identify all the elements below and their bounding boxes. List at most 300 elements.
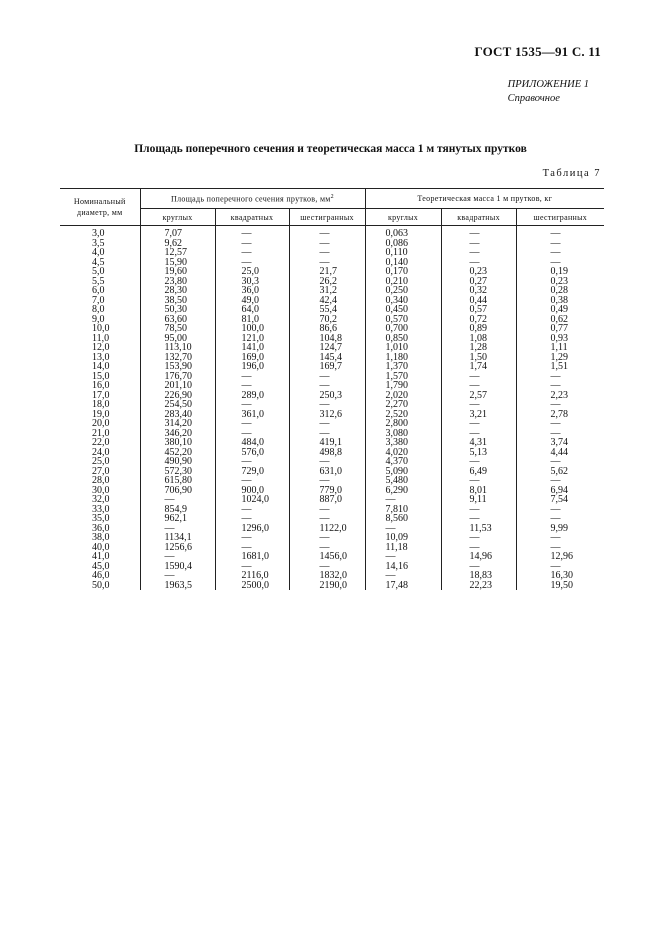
cell-area-square: 289,0 xyxy=(215,391,289,401)
cell-mass-hex: 0,93 xyxy=(516,334,604,344)
cell-diameter: 11,0 xyxy=(92,332,110,344)
cell-mass-square: — xyxy=(441,258,516,268)
cell-mass-square: 0,32 xyxy=(441,286,516,296)
cell-mass-round: 1,570 xyxy=(365,372,441,382)
cell-mass-square: — xyxy=(441,381,516,391)
cell-area-square: 900,0 xyxy=(215,486,289,496)
cell-mass-hex: — xyxy=(516,457,604,467)
cell-area-round: 226,90 xyxy=(140,391,215,401)
cell-area-square: — xyxy=(215,258,289,268)
cell-diameter: 3,5 xyxy=(92,237,105,249)
cell-area-round: — xyxy=(140,495,215,505)
cell-mass-round: 8,560 xyxy=(365,514,441,524)
cell-diameter: 33,0 xyxy=(92,503,110,515)
cell-area-round: 854,9 xyxy=(140,505,215,515)
cell-area-hex: 779,0 xyxy=(289,486,365,496)
data-table xyxy=(60,188,604,590)
table-row xyxy=(60,495,604,505)
cell-mass-square: 9,11 xyxy=(441,495,516,505)
cell-mass-hex: — xyxy=(516,505,604,515)
cell-mass-hex: 5,62 xyxy=(516,467,604,477)
cell-area-round: 1134,1 xyxy=(140,533,215,543)
cell-mass-hex: 0,49 xyxy=(516,305,604,315)
cell-mass-round: 2,800 xyxy=(365,419,441,429)
cell-area-square: — xyxy=(215,248,289,258)
cell-diameter: 8,0 xyxy=(92,304,105,315)
cell-area-round: 962,1 xyxy=(140,514,215,524)
cell-diameter: 30,0 xyxy=(92,484,110,496)
cell-mass-hex: 9,99 xyxy=(516,524,604,534)
cell-mass-round: 10,09 xyxy=(365,533,441,543)
cell-area-square: — xyxy=(215,372,289,382)
cell-area-round: 452,20 xyxy=(140,448,215,458)
cell-area-square: — xyxy=(215,476,289,486)
cell-area-square: 169,0 xyxy=(215,353,289,363)
cell-mass-square: 1,50 xyxy=(441,353,516,363)
cell-area-square: 64,0 xyxy=(215,305,289,315)
cell-mass-square: 18,83 xyxy=(441,571,516,581)
cell-mass-square: — xyxy=(441,533,516,543)
cell-diameter: 46,0 xyxy=(92,570,110,581)
cell-mass-round: 1,370 xyxy=(365,362,441,372)
cell-diameter: 7,0 xyxy=(92,294,105,306)
cell-area-hex: 26,2 xyxy=(289,277,365,287)
cell-area-round: 346,20 xyxy=(140,429,215,439)
cell-area-hex: 42,4 xyxy=(289,296,365,306)
cell-diameter: 13,0 xyxy=(92,351,110,363)
cell-mass-round: 11,18 xyxy=(365,543,441,553)
cell-diameter: 24,0 xyxy=(92,446,110,458)
cell-area-hex: 1456,0 xyxy=(289,552,365,562)
cell-area-hex: 104,8 xyxy=(289,334,365,344)
table-row xyxy=(60,533,604,543)
cell-diameter: 14,0 xyxy=(92,361,110,372)
cell-area-hex: — xyxy=(289,429,365,439)
cell-diameter: 4,0 xyxy=(92,247,105,258)
header-area-group xyxy=(140,189,365,209)
table-row xyxy=(60,410,604,420)
cell-area-hex: — xyxy=(289,258,365,268)
cell-mass-round: 3,380 xyxy=(365,438,441,448)
cell-area-round: 50,30 xyxy=(140,305,215,315)
cell-diameter: 6,0 xyxy=(92,285,105,296)
cell-mass-square: — xyxy=(441,372,516,382)
cell-diameter: 36,0 xyxy=(92,522,110,534)
header-area-round: круглых xyxy=(140,209,215,226)
cell-mass-round: 0,340 xyxy=(365,296,441,306)
cell-area-square: 121,0 xyxy=(215,334,289,344)
cell-diameter: 35,0 xyxy=(92,513,110,524)
header-diameter-line2: диаметр, мм xyxy=(76,208,123,217)
cell-area-square: 36,0 xyxy=(215,286,289,296)
cell-mass-hex: 0,28 xyxy=(516,286,604,296)
cell-area-hex: — xyxy=(289,514,365,524)
table-row xyxy=(60,248,604,258)
cell-mass-round: 4,370 xyxy=(365,457,441,467)
cell-diameter: 25,0 xyxy=(92,456,110,467)
cell-area-hex: 1832,0 xyxy=(289,571,365,581)
cell-area-hex: — xyxy=(289,543,365,553)
cell-area-hex: — xyxy=(289,248,365,258)
cell-area-square: 1024,0 xyxy=(215,495,289,505)
cell-area-round: 615,80 xyxy=(140,476,215,486)
table-row xyxy=(60,505,604,515)
cell-area-square: — xyxy=(215,514,289,524)
cell-mass-square: — xyxy=(441,505,516,515)
cell-mass-round: 1,180 xyxy=(365,353,441,363)
cell-area-square: — xyxy=(215,562,289,572)
cell-area-round: 132,70 xyxy=(140,353,215,363)
cell-mass-square: 1,74 xyxy=(441,362,516,372)
table-row xyxy=(60,419,604,429)
cell-area-round: 153,90 xyxy=(140,362,215,372)
table-title: Площадь поперечного сечения и теоретическая масса 1 м тянутых прутков xyxy=(134,143,527,155)
cell-mass-square: 11,53 xyxy=(441,524,516,534)
cell-diameter: 50,0 xyxy=(92,579,110,591)
cell-area-round: 283,40 xyxy=(140,410,215,420)
cell-mass-square: 0,44 xyxy=(441,296,516,306)
cell-mass-square: 0,57 xyxy=(441,305,516,315)
cell-area-round: 113,10 xyxy=(140,343,215,353)
table-row xyxy=(60,524,604,534)
table-row xyxy=(60,226,604,239)
cell-mass-hex: — xyxy=(516,239,604,249)
cell-mass-round: 0,250 xyxy=(365,286,441,296)
cell-area-hex: — xyxy=(289,457,365,467)
header-mass-square: квадратных xyxy=(441,209,516,226)
cell-area-round: 38,50 xyxy=(140,296,215,306)
cell-area-square: 141,0 xyxy=(215,343,289,353)
cell-mass-round: 4,020 xyxy=(365,448,441,458)
cell-mass-round: 0,450 xyxy=(365,305,441,315)
cell-area-round: 572,30 xyxy=(140,467,215,477)
cell-mass-round: 5,090 xyxy=(365,467,441,477)
cell-area-hex: — xyxy=(289,381,365,391)
cell-mass-hex: — xyxy=(516,400,604,410)
cell-diameter: 45,0 xyxy=(92,560,110,572)
cell-mass-round: 0,140 xyxy=(365,258,441,268)
cell-area-hex: — xyxy=(289,505,365,515)
cell-mass-hex: 19,50 xyxy=(516,581,604,591)
cell-mass-square: — xyxy=(441,543,516,553)
cell-area-square: 25,0 xyxy=(215,267,289,277)
cell-mass-round: 0,700 xyxy=(365,324,441,334)
cell-area-hex: 31,2 xyxy=(289,286,365,296)
header-area-hex: шестигранных xyxy=(289,209,365,226)
cell-mass-square: — xyxy=(441,429,516,439)
cell-area-round: 12,57 xyxy=(140,248,215,258)
cell-mass-hex: — xyxy=(516,562,604,572)
cell-area-round: 176,70 xyxy=(140,372,215,382)
cell-diameter: 16,0 xyxy=(92,380,110,391)
cell-mass-round: 0,170 xyxy=(365,267,441,277)
appendix-type: Справочное xyxy=(507,93,560,104)
cell-diameter: 27,0 xyxy=(92,465,110,477)
cell-mass-square: 8,01 xyxy=(441,486,516,496)
cell-area-round: 78,50 xyxy=(140,324,215,334)
cell-area-round: 490,90 xyxy=(140,457,215,467)
cell-area-hex: 887,0 xyxy=(289,495,365,505)
cell-diameter: 32,0 xyxy=(92,494,110,505)
table-row xyxy=(60,391,604,401)
cell-area-square: 100,0 xyxy=(215,324,289,334)
cell-area-hex: — xyxy=(289,372,365,382)
cell-mass-hex: — xyxy=(516,381,604,391)
cell-diameter: 19,0 xyxy=(92,408,110,420)
cell-area-square: 1681,0 xyxy=(215,552,289,562)
cell-mass-hex: — xyxy=(516,429,604,439)
cell-area-round: 314,20 xyxy=(140,419,215,429)
header-mass-hex: шестигранных xyxy=(516,209,604,226)
cell-mass-square: — xyxy=(441,562,516,572)
cell-area-square: 2500,0 xyxy=(215,581,289,591)
cell-area-round: — xyxy=(140,524,215,534)
cell-area-square: 576,0 xyxy=(215,448,289,458)
cell-area-hex: 498,8 xyxy=(289,448,365,458)
cell-area-hex: 631,0 xyxy=(289,467,365,477)
cell-mass-square: — xyxy=(441,514,516,524)
cell-diameter: 17,0 xyxy=(92,389,110,401)
cell-area-hex: 250,3 xyxy=(289,391,365,401)
cell-mass-square: 6,49 xyxy=(441,467,516,477)
cell-area-round: 1590,4 xyxy=(140,562,215,572)
header-area-text: Площадь поперечного сечения прутков, мм xyxy=(171,194,331,204)
cell-diameter: 15,0 xyxy=(92,370,110,382)
cell-mass-round: 2,520 xyxy=(365,410,441,420)
cell-mass-round: 6,290 xyxy=(365,486,441,496)
cell-diameter: 21,0 xyxy=(92,427,110,439)
cell-area-round: 63,60 xyxy=(140,315,215,325)
cell-area-round: 9,62 xyxy=(140,239,215,249)
cell-mass-round: 2,020 xyxy=(365,391,441,401)
appendix-title: ПРИЛОЖЕНИЕ 1 xyxy=(507,79,589,90)
cell-area-hex: 312,6 xyxy=(289,410,365,420)
cell-mass-round: 0,570 xyxy=(365,315,441,325)
cell-mass-hex: — xyxy=(516,248,604,258)
cell-mass-hex: 1,51 xyxy=(516,362,604,372)
cell-mass-square: — xyxy=(441,226,516,239)
cell-mass-hex: — xyxy=(516,533,604,543)
cell-mass-hex: 3,74 xyxy=(516,438,604,448)
cell-area-round: 1963,5 xyxy=(140,581,215,591)
cell-diameter: 40,0 xyxy=(92,541,110,553)
table-row xyxy=(60,467,604,477)
cell-area-round: 380,10 xyxy=(140,438,215,448)
cell-mass-square: 1,08 xyxy=(441,334,516,344)
cell-area-square: — xyxy=(215,543,289,553)
cell-area-round: 23,80 xyxy=(140,277,215,287)
cell-mass-square: — xyxy=(441,239,516,249)
cell-area-square: 49,0 xyxy=(215,296,289,306)
cell-mass-square: 0,27 xyxy=(441,277,516,287)
cell-mass-round: 1,010 xyxy=(365,343,441,353)
cell-area-hex: 55,4 xyxy=(289,305,365,315)
header-mass-group: Теоретическая масса 1 м прутков, кг xyxy=(365,189,604,209)
cell-diameter: 38,0 xyxy=(92,532,110,543)
cell-mass-hex: 1,11 xyxy=(516,343,604,353)
cell-area-square: 729,0 xyxy=(215,467,289,477)
cell-mass-square: — xyxy=(441,248,516,258)
cell-area-hex: — xyxy=(289,562,365,572)
cell-area-round: 254,50 xyxy=(140,400,215,410)
cell-mass-hex: 16,30 xyxy=(516,571,604,581)
cell-diameter: 10,0 xyxy=(92,323,110,334)
cell-mass-round: — xyxy=(365,552,441,562)
cell-mass-hex: 7,54 xyxy=(516,495,604,505)
cell-diameter: 5,5 xyxy=(92,275,105,287)
cell-area-hex: 70,2 xyxy=(289,315,365,325)
cell-area-hex: — xyxy=(289,226,365,239)
cell-mass-round: 0,110 xyxy=(365,248,441,258)
appendix-label xyxy=(508,78,589,106)
cell-mass-square: 2,57 xyxy=(441,391,516,401)
table-row xyxy=(60,372,604,382)
cell-area-hex: 145,4 xyxy=(289,353,365,363)
cell-area-round: 1256,6 xyxy=(140,543,215,553)
cell-mass-hex: 0,23 xyxy=(516,277,604,287)
cell-mass-hex: 4,44 xyxy=(516,448,604,458)
header-diameter-line1: Номинальный xyxy=(73,197,126,206)
cell-mass-square: 0,72 xyxy=(441,315,516,325)
cell-area-square: — xyxy=(215,381,289,391)
cell-mass-hex: — xyxy=(516,226,604,239)
cell-mass-round: — xyxy=(365,571,441,581)
cell-diameter: 18,0 xyxy=(92,399,110,410)
cell-mass-square: 22,23 xyxy=(441,581,516,591)
cell-mass-square: — xyxy=(441,400,516,410)
cell-area-hex: — xyxy=(289,476,365,486)
cell-diameter: 4,5 xyxy=(92,256,105,268)
table-row xyxy=(60,362,604,372)
cell-mass-round: 5,480 xyxy=(365,476,441,486)
cell-mass-square: — xyxy=(441,476,516,486)
header-area-square: квадратных xyxy=(215,209,289,226)
cell-area-round: 15,90 xyxy=(140,258,215,268)
cell-mass-hex: 1,29 xyxy=(516,353,604,363)
cell-mass-hex: 6,94 xyxy=(516,486,604,496)
cell-area-square: 196,0 xyxy=(215,362,289,372)
cell-area-square: 361,0 xyxy=(215,410,289,420)
cell-mass-round: 0,210 xyxy=(365,277,441,287)
cell-area-square: — xyxy=(215,419,289,429)
cell-area-square: — xyxy=(215,533,289,543)
cell-area-square: — xyxy=(215,239,289,249)
cell-mass-hex: — xyxy=(516,476,604,486)
cell-mass-round: 14,16 xyxy=(365,562,441,572)
cell-area-hex: — xyxy=(289,533,365,543)
cell-diameter: 22,0 xyxy=(92,437,110,448)
cell-area-hex: 21,7 xyxy=(289,267,365,277)
cell-mass-hex: — xyxy=(516,543,604,553)
cell-area-square: 1296,0 xyxy=(215,524,289,534)
cell-area-square: 484,0 xyxy=(215,438,289,448)
cell-mass-round: 17,48 xyxy=(365,581,441,591)
cell-mass-round: 0,850 xyxy=(365,334,441,344)
table-body xyxy=(60,226,604,591)
cell-mass-round: 3,080 xyxy=(365,429,441,439)
cell-area-hex: — xyxy=(289,239,365,249)
cell-area-hex: — xyxy=(289,419,365,429)
cell-mass-round: 0,063 xyxy=(365,226,441,239)
cell-mass-hex: 0,77 xyxy=(516,324,604,334)
cell-area-square: — xyxy=(215,429,289,439)
cell-diameter: 41,0 xyxy=(92,551,110,562)
cell-area-square: — xyxy=(215,505,289,515)
cell-area-hex: 1122,0 xyxy=(289,524,365,534)
cell-area-round: 706,90 xyxy=(140,486,215,496)
cell-area-hex: 169,7 xyxy=(289,362,365,372)
cell-mass-square: 0,23 xyxy=(441,267,516,277)
cell-area-hex: 86,6 xyxy=(289,324,365,334)
cell-mass-square: 3,21 xyxy=(441,410,516,420)
cell-diameter: 3,0 xyxy=(92,228,105,239)
cell-diameter: 9,0 xyxy=(92,313,105,325)
cell-mass-square: 4,31 xyxy=(441,438,516,448)
cell-area-square: 2116,0 xyxy=(215,571,289,581)
cell-mass-hex: 12,96 xyxy=(516,552,604,562)
cell-area-round: 201,10 xyxy=(140,381,215,391)
cell-area-hex: 419,1 xyxy=(289,438,365,448)
cell-mass-square: 14,96 xyxy=(441,552,516,562)
cell-area-square: — xyxy=(215,457,289,467)
header-diameter xyxy=(60,189,140,226)
header-area-sup: 2 xyxy=(330,193,334,200)
header-mass-round: круглых xyxy=(365,209,441,226)
cell-diameter: 5,0 xyxy=(92,266,105,277)
cell-area-hex: — xyxy=(289,400,365,410)
cell-area-round: — xyxy=(140,552,215,562)
cell-mass-round: — xyxy=(365,495,441,505)
cell-area-square: 81,0 xyxy=(215,315,289,325)
cell-mass-round: 0,086 xyxy=(365,239,441,249)
table-row xyxy=(60,552,604,562)
cell-mass-round: 2,270 xyxy=(365,400,441,410)
table-row xyxy=(60,581,604,591)
cell-diameter: 28,0 xyxy=(92,475,110,486)
cell-mass-hex: — xyxy=(516,258,604,268)
cell-diameter: 12,0 xyxy=(92,342,110,353)
cell-mass-square: — xyxy=(441,457,516,467)
cell-area-square: — xyxy=(215,400,289,410)
cell-area-round: 28,30 xyxy=(140,286,215,296)
cell-mass-hex: 2,23 xyxy=(516,391,604,401)
cell-mass-round: — xyxy=(365,524,441,534)
cell-mass-hex: — xyxy=(516,372,604,382)
cell-mass-square: — xyxy=(441,419,516,429)
cell-area-square: — xyxy=(215,226,289,239)
cell-mass-hex: 0,62 xyxy=(516,315,604,325)
cell-area-round: 7,07 xyxy=(140,226,215,239)
cell-mass-round: 1,790 xyxy=(365,381,441,391)
cell-area-round: 95,00 xyxy=(140,334,215,344)
cell-mass-round: 7,810 xyxy=(365,505,441,515)
cell-mass-square: 5,13 xyxy=(441,448,516,458)
cell-mass-square: 0,89 xyxy=(441,324,516,334)
table-number: Таблица 7 xyxy=(542,168,601,179)
table-row xyxy=(60,448,604,458)
cell-area-square: 30,3 xyxy=(215,277,289,287)
cell-mass-hex: — xyxy=(516,514,604,524)
cell-area-round: 19,60 xyxy=(140,267,215,277)
table-row xyxy=(60,239,604,249)
cell-area-hex: 2190,0 xyxy=(289,581,365,591)
page-header: ГОСТ 1535—91 С. 11 xyxy=(474,44,601,59)
cell-area-hex: 124,7 xyxy=(289,343,365,353)
cell-mass-hex: — xyxy=(516,419,604,429)
cell-area-round: — xyxy=(140,571,215,581)
cell-diameter: 20,0 xyxy=(92,418,110,429)
cell-mass-hex: 2,78 xyxy=(516,410,604,420)
